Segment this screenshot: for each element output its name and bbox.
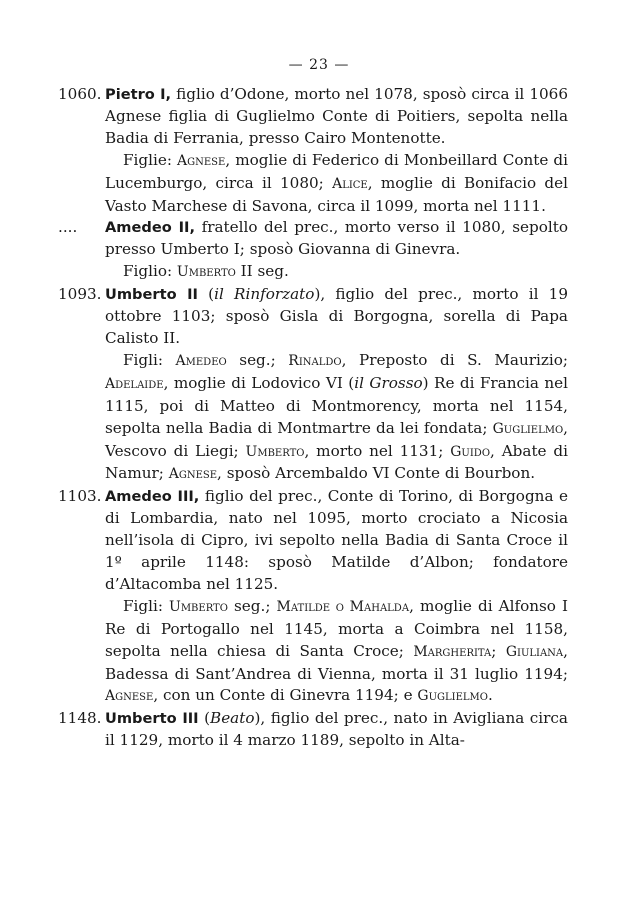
child-note: , moglie di Lodovico VI ( <box>163 373 355 392</box>
child-name: Agnese <box>105 688 154 705</box>
entry-name: Amedeo III, <box>105 488 200 506</box>
entry-bio: fratello del prec., morto verso il 1080, sepolto presso Umberto I; sposò Giovanna di Ginevra. <box>105 218 568 259</box>
child-name: Umberto <box>176 264 236 281</box>
children-label: Figli: <box>123 350 176 369</box>
entry-year: 1060. <box>58 85 102 103</box>
entry-year: .... <box>58 218 78 237</box>
entry-children <box>105 150 568 218</box>
child-name: Guglielmo <box>492 420 564 437</box>
child-name: Margherita <box>413 643 492 660</box>
child-note: , Preposto di S. Maurizio; <box>341 350 569 369</box>
child-name: Agnese <box>168 466 218 483</box>
entry-children <box>105 350 568 486</box>
child-note: , morto nel 1131; <box>304 441 451 460</box>
child-note: seg.; <box>226 350 289 369</box>
child-note: II seg. <box>235 262 289 281</box>
entry-name: Umberto III <box>105 710 199 728</box>
page-number: — 23 — <box>288 57 350 73</box>
children-label: Figlie: <box>123 150 178 169</box>
child-note: , Badessa di Sant’Andrea di Vienna, morta il 31 luglio 1194; <box>105 641 568 683</box>
child-name: Rinaldo <box>288 352 342 369</box>
child-note: , moglie di Alfonso I Re di Portogallo nel 1145, morta a Coimbra nel 1158, sepolta nella chiesa di Santa Croce; <box>105 596 568 660</box>
entry-year: 1103. <box>58 487 102 506</box>
child-epithet: il Grosso <box>354 373 423 392</box>
entry-umberto-ii <box>58 284 568 486</box>
child-note: ; <box>491 641 506 660</box>
child-note: , sposò Arcembaldo VI Conte di Bourbon. <box>217 464 536 483</box>
child-note: ) Re di Francia nel 1115, poi di Matteo di Montmorency, morta nel 1154, sepolta nella Badia di Montmartre da lei fondata; <box>105 373 569 437</box>
child-name: Alice <box>332 175 368 192</box>
child-name: Adelaide <box>105 375 164 392</box>
entry-umberto-iii <box>58 708 568 752</box>
entry-name: Pietro I, <box>105 86 172 103</box>
child-name: Matilde o Mahalda <box>276 598 410 615</box>
child-note: , Vescovo di Liegi; <box>105 418 568 460</box>
child-name: Guido <box>450 443 491 460</box>
entry-children <box>105 596 568 709</box>
child-name: Umberto <box>245 443 305 460</box>
child-note: seg.; <box>227 596 277 615</box>
child-note: . <box>487 686 493 705</box>
entry-name: Umberto II <box>105 286 198 304</box>
entry-bio: ), figlio del prec., nato in Avigliana circa il 1129, morto il 4 marzo 1189, sepolto in Alta- <box>105 709 568 750</box>
entry-pietro-i <box>58 84 568 217</box>
child-name: Giuliana <box>505 643 564 660</box>
children-label: Figli: <box>123 596 170 615</box>
child-note: , Abate di Namur; <box>105 441 568 483</box>
child-name: Amedeo <box>175 352 227 369</box>
child-name: Agnese <box>177 152 226 169</box>
child-note: , con un Conte di Ginevra 1194; e <box>153 686 418 705</box>
entry-bio: figlio del prec., Conte di Torino, di Borgogna e di Lombardia, nato nel 1095, morto crociato a Nicosia nell’isola di Cipro, ivi sepolto nella Badia di Santa Croce il 1º aprile 1148: sposò Matilde d’Albon; fondatore d’Altacomba nel 1125. <box>105 487 568 593</box>
entry-epithet: il Rinforzato <box>214 285 315 304</box>
entry-bio: ( <box>198 709 211 728</box>
entry-bio: ), figlio del prec., morto il 19 ottobre 1103; sposò Gisla di Borgogna, sorella di Papa Calisto II. <box>105 285 568 347</box>
entry-children <box>105 261 568 284</box>
entry-year: 1093. <box>58 285 102 304</box>
child-note: , moglie di Bonifacio del Vasto Marchese di Savona, circa il 1099, morta nel 1111. <box>105 173 568 215</box>
entry-name: Amedeo II, <box>105 219 196 237</box>
child-note: , moglie di Federico di Monbeillard Conte di Lucemburgo, circa il 1080; <box>105 150 568 192</box>
children-label: Figlio: <box>123 262 177 281</box>
entry-year: 1148. <box>58 709 102 728</box>
entry-amedeo-iii <box>58 486 568 708</box>
page-body <box>58 84 568 752</box>
child-name: Guglielmo <box>417 688 488 705</box>
entry-bio: figlio d’Odone, morto nel 1078, sposò circa il 1066 Agnese figlia di Guglielmo Conte di Poitiers, sepolta nella Badia di Ferrania, presso Cairo Montenotte. <box>105 85 568 147</box>
entry-epithet: Beato <box>210 709 255 728</box>
child-name: Umberto <box>169 598 228 615</box>
entry-amedeo-ii <box>58 217 568 284</box>
entry-bio: ( <box>197 285 215 304</box>
